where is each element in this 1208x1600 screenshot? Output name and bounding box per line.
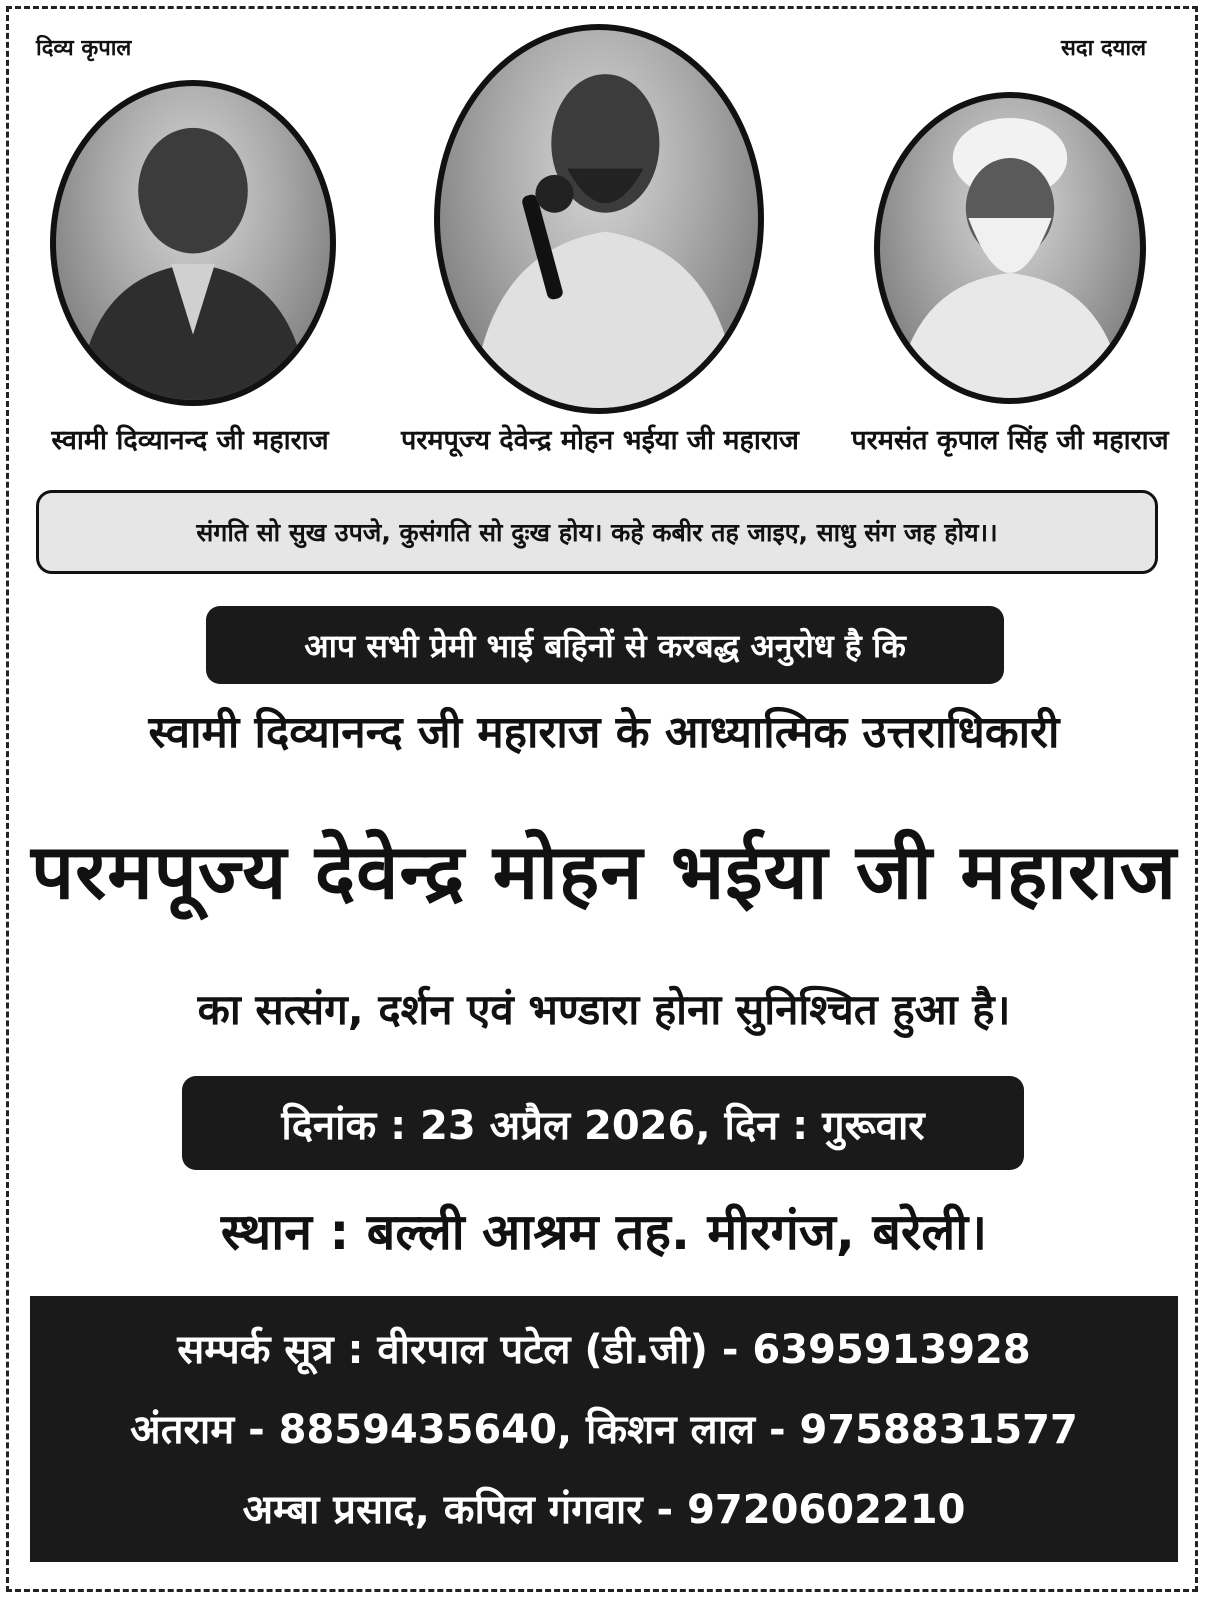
portrait-swami-divyanand bbox=[50, 80, 336, 406]
contact-line: सम्पर्क सूत्र : वीरपाल पटेल (डी.जी) - 6395913928 bbox=[177, 1327, 1031, 1373]
header-right-text: सदा दयाल bbox=[1061, 36, 1146, 61]
header-left-text: दिव्य कृपाल bbox=[36, 36, 132, 61]
venue-line: स्थान : बल्ली आश्रम तह. मीरगंज, बरेली। bbox=[220, 1203, 988, 1261]
kabir-quote-text: संगति सो सुख उपजे, कुसंगति सो दुःख होय। कहे कबीर तह जाइए, साधु संग जह होय।। bbox=[196, 518, 998, 547]
portrait-caption: परमसंत कृपाल सिंह जी महाराज bbox=[851, 425, 1169, 456]
portrait-devendra-mohan bbox=[434, 24, 764, 414]
successor-line: स्वामी दिव्यानन्द जी महाराज के आध्यात्मिक उत्तराधिकारी bbox=[148, 707, 1060, 758]
portrait-caption: परमपूज्य देवेन्द्र मोहन भईया जी महाराज bbox=[401, 425, 799, 456]
kabir-quote-box bbox=[36, 490, 1158, 574]
event-line: का सत्संग, दर्शन एवं भण्डारा होना सुनिश्चित हुआ है। bbox=[197, 985, 1011, 1034]
portrait-caption: स्वामी दिव्यानन्द जी महाराज bbox=[51, 425, 329, 456]
date-text: दिनांक : 23 अप्रैल 2026, दिन : गुरूवार bbox=[281, 1102, 925, 1149]
person-with-microphone-icon bbox=[440, 30, 758, 408]
portrait-kirpal-singh bbox=[874, 92, 1146, 404]
contact-box bbox=[30, 1296, 1178, 1562]
request-text: आप सभी प्रेमी भाई बहिनों से करबद्ध अनुरोध है कि bbox=[304, 626, 906, 665]
contact-line: अंतराम - 8859435640, किशन लाल - 9758831577 bbox=[130, 1407, 1078, 1453]
person-silhouette-icon bbox=[56, 86, 330, 400]
date-banner bbox=[182, 1076, 1024, 1170]
main-name-heading: परमपूज्य देवेन्द्र मोहन भईया जी महाराज bbox=[30, 827, 1178, 916]
person-with-turban-icon bbox=[880, 98, 1140, 398]
contact-line: अम्बा प्रसाद, कपिल गंगवार - 9720602210 bbox=[242, 1487, 966, 1533]
request-banner bbox=[206, 606, 1004, 684]
